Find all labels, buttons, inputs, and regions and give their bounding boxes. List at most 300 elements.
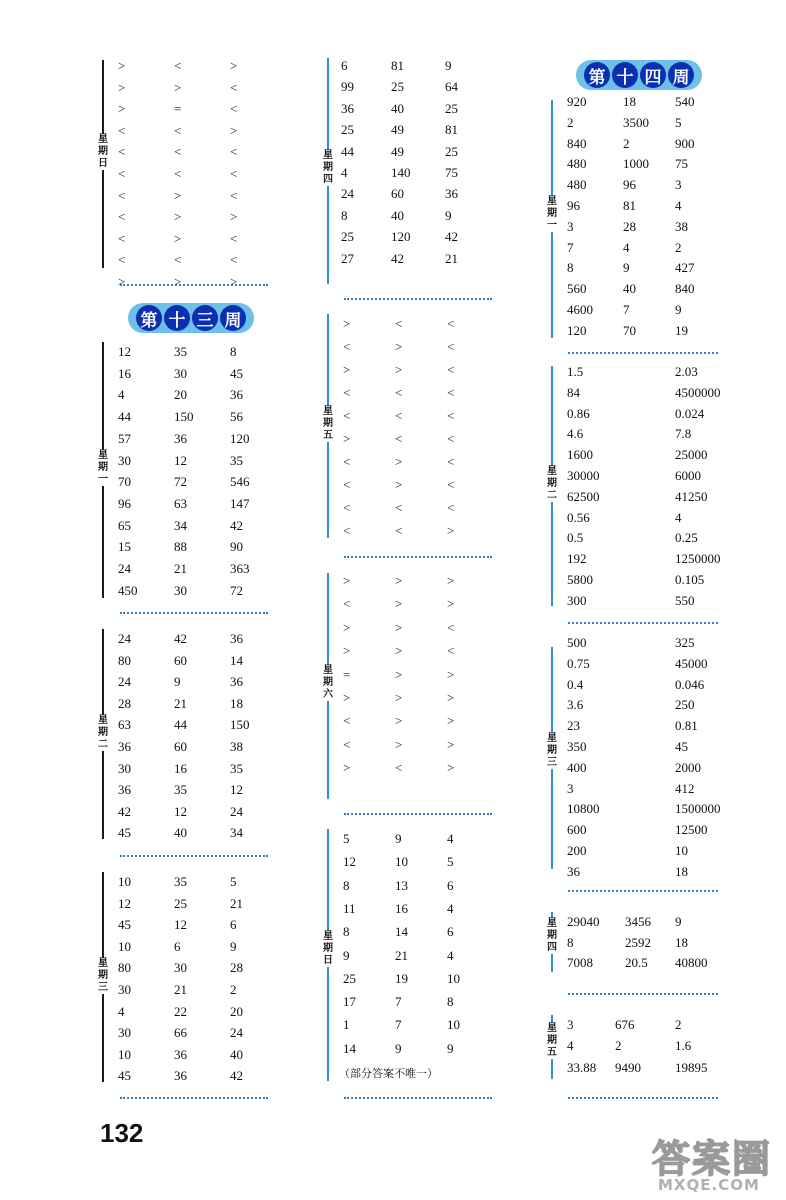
answer-row bbox=[102, 802, 302, 822]
answer-row bbox=[551, 258, 751, 278]
answer-cell: 36 bbox=[567, 863, 580, 879]
answer-row bbox=[102, 651, 302, 671]
answer-cell: 17 bbox=[343, 994, 356, 1010]
answer-cell: 70 bbox=[118, 474, 131, 490]
answer-cell: 5 bbox=[447, 854, 454, 870]
answer-cell: 30 bbox=[174, 582, 187, 598]
answer-cell: 10 bbox=[118, 1046, 131, 1062]
answer-cell: > bbox=[447, 760, 455, 776]
answer-cell: 30 bbox=[174, 365, 187, 381]
answer-cell: = bbox=[343, 666, 351, 682]
answer-cell: < bbox=[343, 523, 351, 538]
answer-cell: 7008 bbox=[567, 955, 593, 971]
answer-row bbox=[102, 142, 302, 162]
answer-cell: > bbox=[174, 209, 182, 225]
answer-cell: 5 bbox=[230, 874, 237, 889]
answer-cell: > bbox=[118, 58, 126, 73]
answer-row bbox=[102, 229, 302, 249]
answer-cell: 0.56 bbox=[567, 509, 590, 525]
answer-row bbox=[551, 1036, 751, 1056]
answer-cell: 36 bbox=[445, 186, 458, 202]
answer-row bbox=[327, 829, 527, 849]
answer-row bbox=[327, 452, 527, 472]
answer-row bbox=[102, 958, 302, 978]
answer-cell: > bbox=[174, 187, 182, 203]
answer-cell: 70 bbox=[623, 322, 636, 338]
answer-cell: 147 bbox=[230, 495, 250, 511]
answer-cell: 16 bbox=[174, 760, 187, 776]
answer-row bbox=[551, 716, 751, 736]
answer-block-col2-sunday bbox=[323, 827, 497, 1087]
answer-cell: 24 bbox=[341, 186, 354, 202]
answer-row bbox=[102, 894, 302, 914]
answer-cell: 4 bbox=[341, 165, 348, 180]
answer-cell: 14 bbox=[230, 652, 243, 668]
answer-cell: 25 bbox=[445, 143, 458, 159]
answer-cell: < bbox=[447, 362, 455, 377]
answer-row bbox=[551, 154, 751, 174]
answer-cell: < bbox=[174, 144, 182, 160]
answer-row bbox=[327, 899, 527, 919]
answer-cell: 45 bbox=[118, 917, 131, 933]
answer-cell: 28 bbox=[118, 695, 131, 711]
answer-row bbox=[551, 591, 751, 611]
answer-cell: 66 bbox=[174, 1025, 187, 1041]
answer-cell: 9 bbox=[230, 938, 237, 954]
answer-row bbox=[102, 581, 302, 601]
answer-row bbox=[327, 475, 527, 495]
answer-row bbox=[327, 142, 527, 162]
answer-cell: 36 bbox=[174, 430, 187, 446]
answer-cell: 19 bbox=[675, 322, 688, 338]
answer-cell: 63 bbox=[118, 717, 131, 733]
answer-row bbox=[551, 912, 751, 932]
answer-row bbox=[327, 922, 527, 942]
answer-cell: 5 bbox=[675, 114, 682, 130]
answer-row bbox=[551, 487, 751, 507]
answer-row bbox=[327, 1039, 527, 1059]
answer-row bbox=[327, 406, 527, 426]
answer-row bbox=[327, 521, 527, 541]
answer-cell: > bbox=[447, 690, 455, 705]
answer-row bbox=[102, 823, 302, 843]
divider-line bbox=[344, 298, 492, 300]
answer-row bbox=[327, 77, 527, 97]
answer-cell: 120 bbox=[230, 430, 250, 446]
watermark-url: MXQE.COM bbox=[658, 1176, 760, 1194]
answer-cell: 60 bbox=[174, 652, 187, 668]
answer-cell: 18 bbox=[230, 695, 243, 711]
answer-row bbox=[327, 969, 527, 989]
day-label-text: 星期一 bbox=[98, 450, 108, 485]
answer-block-col1-wednesday bbox=[98, 870, 272, 1088]
answer-cell: 30 bbox=[118, 452, 131, 468]
answer-row bbox=[102, 385, 302, 405]
answer-cell: < bbox=[343, 500, 351, 515]
banner-char: 四 bbox=[640, 62, 666, 88]
answer-cell: 28 bbox=[623, 218, 636, 234]
answer-cell: 0.046 bbox=[675, 676, 705, 692]
answer-cell: 1 bbox=[343, 1017, 350, 1033]
answer-row bbox=[102, 186, 302, 206]
answer-row bbox=[327, 184, 527, 204]
answer-cell: 45000 bbox=[675, 655, 708, 671]
answer-cell: 49 bbox=[391, 143, 404, 159]
divider-line bbox=[568, 622, 718, 624]
answer-cell: 900 bbox=[675, 135, 695, 151]
answer-cell: 6 bbox=[230, 917, 237, 933]
answer-cell: 7 bbox=[395, 994, 402, 1010]
answer-row bbox=[551, 466, 751, 486]
answer-cell: 6 bbox=[341, 58, 348, 73]
answer-cell: 9 bbox=[445, 58, 452, 73]
answer-row bbox=[327, 227, 527, 247]
answer-cell: 3 bbox=[567, 218, 574, 234]
answer-cell: 18 bbox=[675, 934, 688, 950]
answer-cell: 25 bbox=[445, 100, 458, 116]
answer-cell: < bbox=[343, 477, 351, 492]
divider-line bbox=[120, 1097, 268, 1099]
answer-cell: 30 bbox=[118, 982, 131, 997]
answer-cell: > bbox=[395, 619, 403, 635]
answer-cell: 8 bbox=[567, 260, 574, 276]
answer-cell: 42 bbox=[391, 250, 404, 266]
answer-cell: < bbox=[118, 122, 126, 138]
watermark-logo bbox=[652, 1128, 782, 1198]
answer-cell: 120 bbox=[567, 322, 587, 338]
answer-row bbox=[551, 175, 751, 195]
answer-cell: 40 bbox=[174, 825, 187, 841]
answer-cell: < bbox=[230, 166, 238, 181]
answer-cell: < bbox=[395, 431, 403, 446]
answer-row bbox=[551, 953, 751, 973]
answer-cell: 81 bbox=[445, 122, 458, 138]
answer-cell: 10 bbox=[395, 854, 408, 870]
answer-cell: 44 bbox=[341, 143, 354, 159]
answer-cell: 42 bbox=[445, 229, 458, 245]
answer-cell: 99 bbox=[341, 79, 354, 95]
banner-char: 十 bbox=[612, 62, 638, 88]
day-label-text: 星期五 bbox=[547, 1023, 557, 1058]
answer-cell: < bbox=[395, 385, 403, 400]
answer-cell: > bbox=[230, 122, 238, 138]
answer-cell: 4.6 bbox=[567, 426, 584, 442]
answer-row bbox=[551, 300, 751, 320]
answer-cell: 42 bbox=[118, 803, 131, 819]
answer-cell: 9 bbox=[445, 207, 452, 223]
answer-cell: 9 bbox=[675, 302, 682, 317]
day-label-text: 星期三 bbox=[98, 958, 108, 993]
answer-cell: 30 bbox=[118, 760, 131, 776]
day-label-text: 星期六 bbox=[323, 665, 333, 700]
answer-cell: 19 bbox=[395, 970, 408, 986]
answer-cell: 90 bbox=[230, 539, 243, 555]
answer-cell: 3 bbox=[567, 780, 574, 796]
day-label-text: 星期四 bbox=[547, 918, 557, 953]
answer-cell: 2 bbox=[615, 1038, 622, 1054]
answer-cell: 600 bbox=[567, 822, 587, 838]
answer-cell: < bbox=[174, 122, 182, 138]
answer-row bbox=[551, 820, 751, 840]
day-label-text: 星期二 bbox=[547, 466, 557, 501]
answer-cell: 200 bbox=[567, 843, 587, 858]
answer-cell: 38 bbox=[675, 218, 688, 234]
answer-cell: 81 bbox=[623, 198, 636, 213]
answer-row bbox=[327, 249, 527, 269]
answer-row bbox=[551, 633, 751, 653]
answer-cell: 363 bbox=[230, 561, 250, 576]
answer-cell: 0.75 bbox=[567, 655, 590, 671]
answer-cell: 38 bbox=[230, 739, 243, 754]
week-13-banner bbox=[128, 303, 254, 333]
answer-note: （部分答案不唯一） bbox=[339, 1067, 438, 1080]
banner-char: 第 bbox=[584, 62, 610, 88]
answer-cell: > bbox=[230, 274, 238, 289]
answer-row bbox=[102, 121, 302, 141]
answer-cell: 2 bbox=[623, 135, 630, 151]
answer-cell: 0.25 bbox=[675, 530, 698, 546]
divider-line bbox=[344, 556, 492, 558]
answer-cell: 0.81 bbox=[675, 718, 698, 734]
banner-char: 三 bbox=[192, 305, 218, 331]
answer-cell: 75 bbox=[445, 165, 458, 180]
banner-char: 第 bbox=[136, 305, 162, 331]
divider-line bbox=[568, 352, 718, 354]
answer-cell: 250 bbox=[675, 697, 695, 713]
answer-cell: 4 bbox=[447, 947, 454, 963]
answer-cell: < bbox=[447, 454, 455, 469]
answer-row bbox=[327, 571, 527, 591]
answer-cell: 9 bbox=[174, 674, 181, 690]
week-14-banner bbox=[576, 60, 702, 90]
answer-cell: 24 bbox=[118, 674, 131, 690]
answer-cell: 36 bbox=[230, 674, 243, 690]
answer-row bbox=[551, 362, 751, 382]
answer-block-col3-tuesday bbox=[547, 362, 751, 616]
answer-cell: 4 bbox=[675, 509, 682, 525]
answer-cell: 2592 bbox=[625, 934, 651, 950]
answer-cell: < bbox=[447, 408, 455, 423]
answer-cell: 96 bbox=[118, 495, 131, 511]
answer-cell: > bbox=[395, 362, 403, 377]
answer-row bbox=[102, 559, 302, 579]
answer-cell: > bbox=[118, 274, 126, 289]
answer-row bbox=[327, 163, 527, 183]
answer-cell: 427 bbox=[675, 260, 695, 276]
answer-row bbox=[102, 451, 302, 471]
answer-row bbox=[327, 641, 527, 661]
answer-row bbox=[327, 429, 527, 449]
answer-row bbox=[551, 196, 751, 216]
answer-cell: 325 bbox=[675, 635, 695, 650]
answer-cell: 60 bbox=[174, 739, 187, 754]
answer-cell: 10800 bbox=[567, 801, 600, 817]
answer-cell: 4 bbox=[447, 831, 454, 846]
answer-cell: 16 bbox=[395, 900, 408, 916]
answer-cell: 21 bbox=[395, 947, 408, 963]
answer-row bbox=[102, 99, 302, 119]
answer-cell: 9490 bbox=[615, 1059, 641, 1075]
answer-row bbox=[327, 876, 527, 896]
answer-cell: 400 bbox=[567, 759, 587, 775]
answer-row bbox=[551, 758, 751, 778]
answer-row bbox=[102, 915, 302, 935]
answer-cell: 60 bbox=[391, 186, 404, 202]
answer-cell: 27 bbox=[341, 250, 354, 266]
answer-cell: 34 bbox=[174, 517, 187, 533]
answer-cell: < bbox=[174, 58, 182, 73]
answer-row bbox=[327, 688, 527, 708]
answer-cell: 480 bbox=[567, 177, 587, 193]
answer-block-col1-sunday bbox=[98, 56, 272, 289]
answer-cell: 12 bbox=[174, 803, 187, 819]
answer-cell: 500 bbox=[567, 635, 587, 650]
answer-cell: 8 bbox=[343, 877, 350, 893]
answer-cell: 4 bbox=[118, 387, 125, 403]
answer-row bbox=[102, 78, 302, 98]
answer-cell: < bbox=[118, 166, 126, 181]
answer-cell: 5 bbox=[343, 831, 350, 846]
answer-row bbox=[327, 618, 527, 638]
answer-cell: < bbox=[395, 408, 403, 423]
answer-cell: > bbox=[343, 431, 351, 446]
answer-row bbox=[327, 383, 527, 403]
answer-cell: 12500 bbox=[675, 822, 708, 838]
answer-cell: 28 bbox=[230, 960, 243, 976]
answer-cell: 12 bbox=[343, 854, 356, 870]
answer-cell: 2 bbox=[230, 982, 237, 997]
answer-block-col2-thursday bbox=[323, 56, 497, 288]
answer-cell: 0.4 bbox=[567, 676, 584, 692]
answer-row bbox=[327, 1015, 527, 1035]
answer-cell: 22 bbox=[174, 1003, 187, 1019]
answer-cell: 2.03 bbox=[675, 364, 698, 379]
answer-row bbox=[551, 799, 751, 819]
answer-cell: < bbox=[447, 385, 455, 400]
answer-cell: < bbox=[230, 79, 238, 95]
page-number: 132 bbox=[100, 1118, 144, 1148]
answer-cell: 29040 bbox=[567, 914, 600, 929]
answer-row bbox=[102, 407, 302, 427]
answer-row bbox=[327, 206, 527, 226]
answer-row bbox=[551, 383, 751, 403]
answer-cell: 6 bbox=[447, 877, 454, 893]
answer-row bbox=[327, 498, 527, 518]
answer-cell: < bbox=[118, 252, 126, 268]
answer-cell: 33.88 bbox=[567, 1059, 597, 1075]
day-label-text: 星期四 bbox=[323, 150, 333, 185]
answer-cell: 25 bbox=[341, 229, 354, 245]
answer-cell: 20 bbox=[230, 1003, 243, 1019]
answer-cell: 12 bbox=[118, 344, 131, 359]
answer-cell: 1500000 bbox=[675, 801, 721, 817]
answer-cell: 62500 bbox=[567, 488, 600, 504]
answer-row bbox=[102, 537, 302, 557]
answer-cell: 8 bbox=[447, 994, 454, 1010]
answer-cell: 8 bbox=[567, 934, 574, 950]
answer-cell: < bbox=[230, 101, 238, 117]
answer-cell: 40800 bbox=[675, 955, 708, 971]
answer-cell: 36 bbox=[341, 100, 354, 116]
answer-cell: > bbox=[174, 274, 182, 289]
answer-block-col2-friday bbox=[323, 312, 497, 542]
answer-cell: 45 bbox=[230, 365, 243, 381]
answer-cell: 560 bbox=[567, 281, 587, 297]
answer-cell: 25 bbox=[391, 79, 404, 95]
day-label-text: 星期日 bbox=[98, 134, 108, 169]
answer-cell: 6000 bbox=[675, 468, 701, 483]
answer-cell: 96 bbox=[567, 198, 580, 213]
answer-cell: 10 bbox=[118, 938, 131, 954]
answer-cell: 4500000 bbox=[675, 384, 721, 400]
answer-row bbox=[102, 207, 302, 227]
answer-cell: 10 bbox=[118, 874, 131, 889]
answer-cell: 9 bbox=[623, 260, 630, 276]
answer-cell: 36 bbox=[174, 1046, 187, 1062]
answer-cell: < bbox=[395, 316, 403, 331]
answer-cell: 9 bbox=[447, 1040, 454, 1056]
answer-cell: 412 bbox=[675, 780, 695, 796]
answer-cell: 23 bbox=[567, 718, 580, 734]
answer-cell: 56 bbox=[230, 409, 243, 425]
answer-cell: < bbox=[230, 230, 238, 246]
answer-cell: > bbox=[230, 58, 238, 73]
answer-cell: 840 bbox=[567, 135, 587, 151]
answer-cell: 57 bbox=[118, 430, 131, 446]
answer-row bbox=[102, 937, 302, 957]
answer-cell: > bbox=[395, 736, 403, 752]
answer-row bbox=[327, 99, 527, 119]
answer-cell: 4 bbox=[623, 239, 630, 255]
answer-row bbox=[551, 404, 751, 424]
answer-cell: < bbox=[395, 500, 403, 515]
answer-cell: 72 bbox=[174, 474, 187, 490]
answer-row bbox=[551, 779, 751, 799]
answer-row bbox=[551, 933, 751, 953]
answer-row bbox=[102, 1002, 302, 1022]
answer-cell: 16 bbox=[118, 365, 131, 381]
answer-row bbox=[551, 113, 751, 133]
answer-cell: > bbox=[174, 79, 182, 95]
answer-cell: 36 bbox=[174, 1068, 187, 1084]
answer-cell: 42 bbox=[230, 1068, 243, 1084]
answer-cell: 24 bbox=[118, 561, 131, 576]
answer-row bbox=[102, 429, 302, 449]
answer-cell: 5800 bbox=[567, 572, 593, 587]
answer-cell: > bbox=[395, 690, 403, 705]
answer-cell: 96 bbox=[623, 177, 636, 193]
answer-block-col3-thursday bbox=[547, 910, 751, 976]
answer-cell: 2 bbox=[675, 1017, 682, 1032]
answer-cell: 2 bbox=[675, 239, 682, 255]
answer-row bbox=[102, 1066, 302, 1086]
banner-char: 周 bbox=[220, 305, 246, 331]
answer-cell: 8 bbox=[230, 344, 237, 359]
answer-cell: 21 bbox=[230, 895, 243, 911]
answer-cell: 10 bbox=[447, 1017, 460, 1033]
answer-row bbox=[551, 134, 751, 154]
answer-cell: 42 bbox=[174, 631, 187, 646]
day-label-text: 星期一 bbox=[547, 196, 557, 231]
answer-cell: 3 bbox=[567, 1017, 574, 1032]
answer-cell: > bbox=[230, 209, 238, 225]
answer-cell: 30 bbox=[118, 1025, 131, 1041]
answer-cell: < bbox=[230, 252, 238, 268]
answer-cell: 63 bbox=[174, 495, 187, 511]
answer-cell: 30000 bbox=[567, 468, 600, 483]
answer-cell: 920 bbox=[567, 94, 587, 109]
answer-cell: > bbox=[395, 339, 403, 354]
